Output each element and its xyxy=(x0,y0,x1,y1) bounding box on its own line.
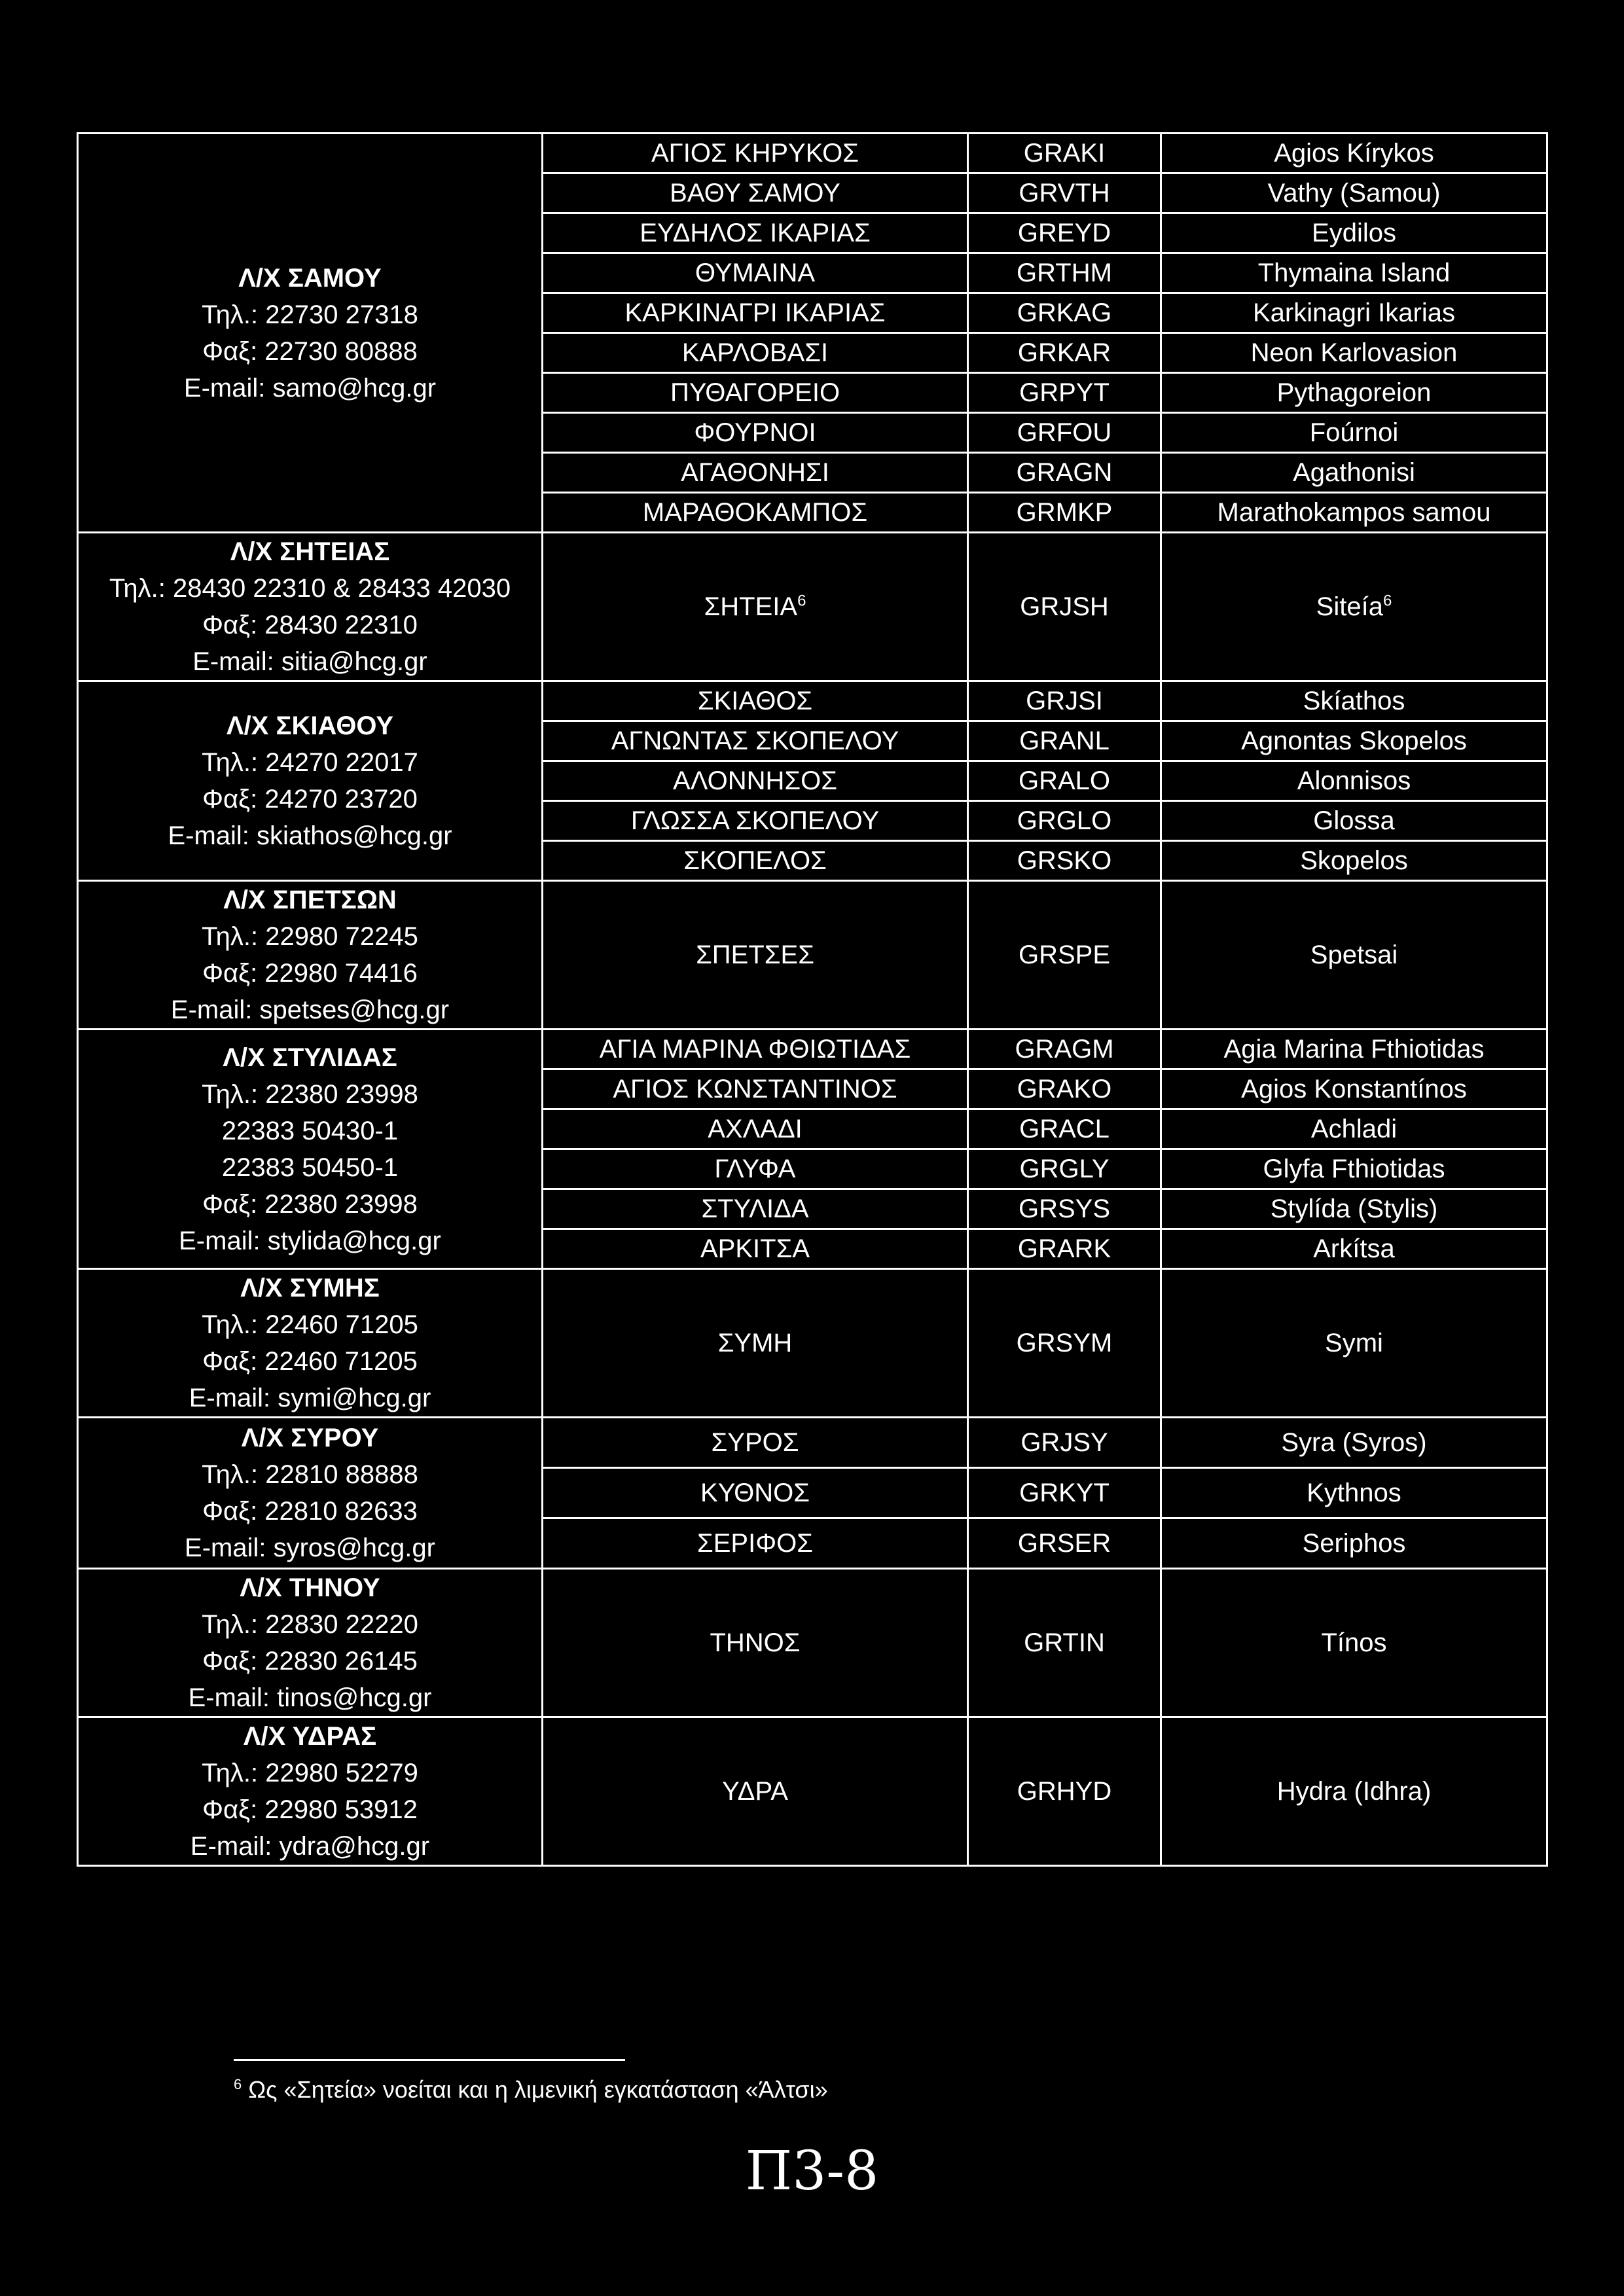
port-locode-text: GRSYS xyxy=(1018,1194,1111,1223)
port-greek-name-text: ΑΓΙΑ ΜΑΡΙΝΑ ΦΘΙΩΤΙΔΑΣ xyxy=(599,1035,911,1064)
page-number: Π3-8 xyxy=(745,2140,879,2202)
port-greek-name-text: ΓΛΥΦΑ xyxy=(714,1155,796,1183)
port-greek-name xyxy=(543,1418,968,1468)
port-latin-name xyxy=(1161,801,1547,841)
port-greek-name-text: ΚΑΡΚΙΝΑΓΡΙ ΙΚΑΡΙΑΣ xyxy=(624,298,886,327)
port-latin-name-text: Karkinagri Ikarias xyxy=(1252,298,1455,327)
office-contact-line: Φαξ: 28430 22310 xyxy=(202,611,418,639)
office-title: Λ/Χ ΣΗΤΕΙΑΣ xyxy=(230,537,390,566)
port-latin-name-text: Arkítsa xyxy=(1313,1234,1395,1263)
port-greek-name-text: ΤΗΝΟΣ xyxy=(710,1628,801,1657)
port-locode xyxy=(968,1468,1161,1518)
port-locode-text: GRVTH xyxy=(1019,179,1110,207)
port-locode-text: GRSPE xyxy=(1018,941,1111,969)
port-greek-name-text: ΘΥΜΑΙΝΑ xyxy=(695,259,816,287)
office-contact-line: Τηλ.: 22730 27318 xyxy=(202,300,418,329)
port-locode-text: GRGLY xyxy=(1019,1155,1110,1183)
port-greek-name xyxy=(543,134,968,173)
port-locode-text: GRTHM xyxy=(1017,259,1112,287)
port-locode xyxy=(968,1030,1161,1069)
port-greek-name xyxy=(543,841,968,881)
port-greek-name xyxy=(543,801,968,841)
port-greek-name-text: ΥΔΡΑ xyxy=(722,1777,788,1806)
port-latin-name xyxy=(1161,1149,1547,1189)
port-greek-name xyxy=(543,453,968,493)
port-greek-name-text: ΚΑΡΛΟΒΑΣΙ xyxy=(681,338,829,367)
port-locode-text: GRSYM xyxy=(1016,1329,1113,1357)
port-locode-text: GRARK xyxy=(1017,1234,1111,1263)
office-title: Λ/Χ ΣΥΜΗΣ xyxy=(240,1274,380,1302)
port-greek-name-text: ΣΚΟΠΕΛΟΣ xyxy=(683,846,827,875)
office-contact-line: Φαξ: 22380 23998 xyxy=(202,1189,418,1219)
port-latin-name-text: Symi xyxy=(1325,1329,1383,1357)
port-greek-name xyxy=(543,1229,968,1269)
office-contact-cell xyxy=(78,1569,543,1717)
office-contact-cell xyxy=(78,681,543,881)
table-row xyxy=(78,881,1547,1030)
port-greek-name xyxy=(543,1189,968,1229)
port-latin-name-text: Tínos xyxy=(1321,1628,1387,1657)
port-latin-name-text: Pythagoreion xyxy=(1276,378,1432,407)
port-greek-name-text: ΑΧΛΑΔΙ xyxy=(708,1115,803,1143)
port-latin-name xyxy=(1161,173,1547,213)
port-latin-name xyxy=(1161,453,1547,493)
port-locode-text: GRHYD xyxy=(1017,1777,1112,1806)
table-row xyxy=(78,533,1547,681)
port-locode-text: GRAGN xyxy=(1016,458,1113,487)
port-greek-name xyxy=(543,1717,968,1866)
port-latin-name-text: Seriphos xyxy=(1302,1529,1406,1558)
port-latin-name-text: Neon Karlovasion xyxy=(1250,338,1458,367)
port-locode-text: GRPYT xyxy=(1019,378,1110,407)
port-latin-name xyxy=(1161,253,1547,293)
port-latin-name xyxy=(1161,1109,1547,1149)
port-locode-text: GRMKP xyxy=(1016,498,1113,527)
port-locode-text: GRSKO xyxy=(1017,846,1112,875)
footnote-text: Ως «Σητεία» νοείται και η λιμενική εγκατάσταση «Άλτσι» xyxy=(248,2076,828,2103)
port-latin-name-text: Kythnos xyxy=(1307,1479,1401,1507)
port-latin-name xyxy=(1161,721,1547,761)
footnote-reference: 6 xyxy=(1382,592,1392,610)
office-contact-line: E-mail: sitia@hcg.gr xyxy=(192,647,427,676)
port-locode xyxy=(968,493,1161,533)
table-row xyxy=(78,681,1547,721)
port-locode xyxy=(968,1229,1161,1269)
office-contact-line: Τηλ.: 22980 52279 xyxy=(202,1759,418,1787)
office-contact-cell xyxy=(78,134,543,533)
port-latin-name-text: Agathonisi xyxy=(1293,458,1415,487)
port-latin-name-text: Agios Konstantínos xyxy=(1241,1075,1467,1103)
port-latin-name-text: Marathokampos samou xyxy=(1217,498,1491,527)
office-title: Λ/Χ ΥΔΡΑΣ xyxy=(243,1722,377,1751)
port-locode-text: GRTIN xyxy=(1024,1628,1105,1657)
port-latin-name xyxy=(1161,761,1547,801)
port-latin-name-text: Agia Marina Fthiotidas xyxy=(1223,1035,1485,1064)
port-greek-name-text: ΣΤΥΛΙΔΑ xyxy=(701,1194,809,1223)
port-latin-name-text: Thymaina Island xyxy=(1257,259,1451,287)
port-locode xyxy=(968,841,1161,881)
port-locode-text: GRKYT xyxy=(1019,1479,1110,1507)
office-title: Λ/Χ ΤΗΝΟΥ xyxy=(240,1573,380,1602)
office-contact-line: Φαξ: 22980 74416 xyxy=(202,959,418,988)
port-latin-name-text: Glyfa Fthiotidas xyxy=(1263,1155,1445,1183)
port-greek-name xyxy=(543,1030,968,1069)
port-locode xyxy=(968,801,1161,841)
port-locode-text: GRGLO xyxy=(1017,806,1112,835)
office-contact-cell xyxy=(78,533,543,681)
port-latin-name xyxy=(1161,373,1547,413)
port-locode-text: GRJSI xyxy=(1026,687,1103,715)
port-greek-name-text: ΑΓΑΘΟΝΗΣΙ xyxy=(681,458,829,487)
port-locode xyxy=(968,134,1161,173)
port-latin-name xyxy=(1161,413,1547,453)
office-contact-line: Φαξ: 22980 53912 xyxy=(202,1795,418,1824)
port-latin-name xyxy=(1161,1189,1547,1229)
port-locode xyxy=(968,1569,1161,1717)
port-greek-name-text: ΣΥΜΗ xyxy=(717,1329,793,1357)
office-contact-line: Φαξ: 22830 26145 xyxy=(202,1647,418,1676)
office-contact-line: Τηλ.: 28430 22310 & 28433 42030 xyxy=(109,574,511,603)
port-latin-name xyxy=(1161,134,1547,173)
port-latin-name xyxy=(1161,1030,1547,1069)
port-greek-name-text: ΓΛΩΣΣΑ ΣΚΟΠΕΛΟΥ xyxy=(630,806,880,835)
port-greek-name xyxy=(543,721,968,761)
port-latin-name-text: Agios Kírykos xyxy=(1274,139,1434,168)
port-latin-name xyxy=(1161,493,1547,533)
table-row xyxy=(78,134,1547,173)
port-locode xyxy=(968,413,1161,453)
port-locode-text: GRJSY xyxy=(1020,1428,1108,1457)
port-locode xyxy=(968,681,1161,721)
port-latin-name xyxy=(1161,213,1547,253)
port-locode xyxy=(968,293,1161,333)
office-contact-line: Φαξ: 22810 82633 xyxy=(202,1497,418,1526)
port-greek-name xyxy=(543,533,968,681)
port-locode xyxy=(968,333,1161,373)
port-greek-name-text: ΣΠΕΤΣΕΣ xyxy=(696,941,814,969)
port-greek-name-text: ΑΓΙΟΣ ΚΩΝΣΤΑΝΤΙΝΟΣ xyxy=(613,1075,897,1103)
office-contact-line: Τηλ.: 22810 88888 xyxy=(202,1460,418,1489)
port-locode-text: GREYD xyxy=(1017,219,1111,247)
port-locode-text: GRANL xyxy=(1019,726,1110,755)
port-locode xyxy=(968,1189,1161,1229)
port-greek-name xyxy=(543,293,968,333)
port-latin-name-text: Foúrnoi xyxy=(1309,418,1399,447)
port-latin-name xyxy=(1161,1569,1547,1717)
port-locode xyxy=(968,1418,1161,1468)
port-greek-name xyxy=(543,761,968,801)
port-latin-name-text: Siteía xyxy=(1316,592,1383,621)
port-greek-name xyxy=(543,1468,968,1518)
port-latin-name xyxy=(1161,881,1547,1030)
office-contact-line: Τηλ.: 22830 22220 xyxy=(202,1610,418,1639)
port-latin-name xyxy=(1161,1518,1547,1569)
footnote-reference: 6 xyxy=(797,592,806,610)
port-greek-name-text: ΑΛΟΝΝΗΣΟΣ xyxy=(673,766,837,795)
office-contact-line: Τηλ.: 24270 22017 xyxy=(202,748,418,777)
office-contact-cell xyxy=(78,1030,543,1269)
port-greek-name xyxy=(543,1569,968,1717)
office-title: Λ/Χ ΣΥΡΟΥ xyxy=(241,1424,379,1452)
office-contact-line: E-mail: spetses@hcg.gr xyxy=(170,996,450,1024)
office-title: Λ/Χ ΣΚΙΑΘΟΥ xyxy=(226,711,394,740)
port-latin-name xyxy=(1161,1269,1547,1418)
port-latin-name xyxy=(1161,1468,1547,1518)
port-greek-name xyxy=(543,1269,968,1418)
office-title: Λ/Χ ΣΑΜΟΥ xyxy=(238,263,382,293)
table-row xyxy=(78,1030,1547,1069)
port-greek-name xyxy=(543,413,968,453)
port-greek-name-text: ΑΡΚΙΤΣΑ xyxy=(700,1234,810,1263)
port-latin-name xyxy=(1161,333,1547,373)
port-locode xyxy=(968,1717,1161,1866)
port-greek-name xyxy=(543,1109,968,1149)
office-contact-line: E-mail: samo@hcg.gr xyxy=(183,373,437,403)
port-latin-name xyxy=(1161,681,1547,721)
port-greek-name-text: ΣΥΡΟΣ xyxy=(711,1428,799,1457)
office-contact-cell xyxy=(78,1418,543,1569)
office-contact-line: Τηλ.: 22460 71205 xyxy=(202,1310,418,1339)
port-greek-name xyxy=(543,173,968,213)
port-latin-name xyxy=(1161,1717,1547,1866)
port-latin-name xyxy=(1161,1229,1547,1269)
table-row xyxy=(78,1717,1547,1866)
port-latin-name-text: Hydra (Idhra) xyxy=(1276,1777,1432,1806)
port-latin-name-text: Skopelos xyxy=(1300,846,1408,875)
port-locode-text: GRAKI xyxy=(1023,139,1106,168)
office-title: Λ/Χ ΣΠΕΤΣΩΝ xyxy=(223,886,397,914)
port-latin-name-text: Vathy (Samou) xyxy=(1267,179,1441,207)
port-offices-table xyxy=(77,132,1548,1867)
port-latin-name-text: Alonnisos xyxy=(1297,766,1411,795)
office-contact-line: E-mail: syros@hcg.gr xyxy=(185,1534,435,1562)
port-locode-text: GRJSH xyxy=(1020,592,1109,621)
table-row xyxy=(78,1418,1547,1468)
port-latin-name-text: Skíathos xyxy=(1303,687,1405,715)
port-locode xyxy=(968,533,1161,681)
port-locode xyxy=(968,1518,1161,1569)
port-locode-text: GRALO xyxy=(1018,766,1111,795)
port-locode xyxy=(968,1269,1161,1418)
port-greek-name-text: ΒΑΘΥ ΣΑΜΟΥ xyxy=(670,179,840,207)
port-latin-name xyxy=(1161,533,1547,681)
port-locode xyxy=(968,1149,1161,1189)
port-greek-name xyxy=(543,213,968,253)
office-contact-line: E-mail: stylida@hcg.gr xyxy=(179,1226,441,1255)
port-locode xyxy=(968,453,1161,493)
port-latin-name-text: Spetsai xyxy=(1310,941,1398,969)
office-contact-line: Τηλ.: 22980 72245 xyxy=(202,922,418,951)
office-contact-line: E-mail: tinos@hcg.gr xyxy=(188,1683,432,1712)
table-row xyxy=(78,1269,1547,1418)
port-latin-name xyxy=(1161,1418,1547,1468)
port-offices-table-body xyxy=(78,134,1547,1866)
port-greek-name-text: ΜΑΡΑΘΟΚΑΜΠΟΣ xyxy=(642,498,868,527)
port-greek-name xyxy=(543,333,968,373)
port-locode-text: GRSER xyxy=(1017,1529,1111,1558)
port-locode-text: GRFOU xyxy=(1017,418,1112,447)
footnote xyxy=(234,2075,828,2105)
port-latin-name-text: Syra (Syros) xyxy=(1281,1428,1427,1457)
port-locode xyxy=(968,881,1161,1030)
port-locode-text: GRKAG xyxy=(1017,298,1112,327)
footnote-separator xyxy=(234,2059,625,2061)
port-latin-name xyxy=(1161,1069,1547,1109)
port-locode-text: GRKAR xyxy=(1017,338,1111,367)
port-locode xyxy=(968,213,1161,253)
port-greek-name-text: ΑΓΙΟΣ ΚΗΡΥΚΟΣ xyxy=(651,139,859,168)
port-greek-name-text: ΑΓΝΩΝΤΑΣ ΣΚΟΠΕΛΟΥ xyxy=(611,726,899,755)
port-locode xyxy=(968,761,1161,801)
table-row xyxy=(78,1569,1547,1717)
office-contact-line: E-mail: skiathos@hcg.gr xyxy=(168,821,452,850)
office-contact-line: Φαξ: 22730 80888 xyxy=(202,336,418,366)
port-greek-name xyxy=(543,1149,968,1189)
port-locode xyxy=(968,373,1161,413)
office-title: Λ/Χ ΣΤΥΛΙΔΑΣ xyxy=(223,1043,397,1072)
port-locode xyxy=(968,721,1161,761)
port-greek-name-text: ΣΚΙΑΘΟΣ xyxy=(697,687,813,715)
office-contact-line: Φαξ: 24270 23720 xyxy=(202,785,418,814)
office-contact-line: Φαξ: 22460 71205 xyxy=(202,1347,418,1376)
port-locode-text: GRAGM xyxy=(1015,1035,1114,1064)
port-latin-name-text: Agnontas Skopelos xyxy=(1241,726,1467,755)
port-greek-name xyxy=(543,1069,968,1109)
port-greek-name-text: ΠΥΘΑΓΟΡΕΙΟ xyxy=(670,378,840,407)
port-locode-text: GRAKO xyxy=(1017,1075,1112,1103)
port-greek-name xyxy=(543,253,968,293)
port-greek-name-text: ΕΥΔΗΛΟΣ ΙΚΑΡΙΑΣ xyxy=(640,219,871,247)
port-greek-name xyxy=(543,681,968,721)
port-greek-name-text: ΣΕΡΙΦΟΣ xyxy=(697,1529,813,1558)
footnote-marker: 6 xyxy=(234,2076,242,2092)
port-locode-text: GRACL xyxy=(1019,1115,1110,1143)
port-latin-name-text: Achladi xyxy=(1310,1115,1398,1143)
port-locode xyxy=(968,173,1161,213)
port-latin-name-text: Eydilos xyxy=(1312,219,1396,247)
port-greek-name xyxy=(543,1518,968,1569)
port-greek-name-text: ΚΥΘΝΟΣ xyxy=(700,1479,810,1507)
port-greek-name-text: ΣΗΤΕΙΑ xyxy=(704,592,798,621)
office-contact-line: E-mail: symi@hcg.gr xyxy=(189,1384,431,1412)
port-latin-name-text: Stylída (Stylis) xyxy=(1270,1194,1438,1223)
office-contact-line: 22383 50450-1 xyxy=(221,1153,399,1182)
port-greek-name xyxy=(543,881,968,1030)
port-locode xyxy=(968,253,1161,293)
office-contact-line: E-mail: ydra@hcg.gr xyxy=(190,1832,430,1861)
office-contact-line: Τηλ.: 22380 23998 xyxy=(202,1079,418,1109)
office-contact-cell xyxy=(78,881,543,1030)
port-locode xyxy=(968,1109,1161,1149)
office-contact-cell xyxy=(78,1717,543,1866)
port-latin-name xyxy=(1161,841,1547,881)
port-greek-name xyxy=(543,373,968,413)
port-locode xyxy=(968,1069,1161,1109)
office-contact-line: 22383 50430-1 xyxy=(221,1116,399,1145)
port-latin-name xyxy=(1161,293,1547,333)
port-greek-name xyxy=(543,493,968,533)
office-contact-cell xyxy=(78,1269,543,1418)
port-latin-name-text: Glossa xyxy=(1313,806,1395,835)
port-greek-name-text: ΦΟΥΡΝΟΙ xyxy=(694,418,816,447)
